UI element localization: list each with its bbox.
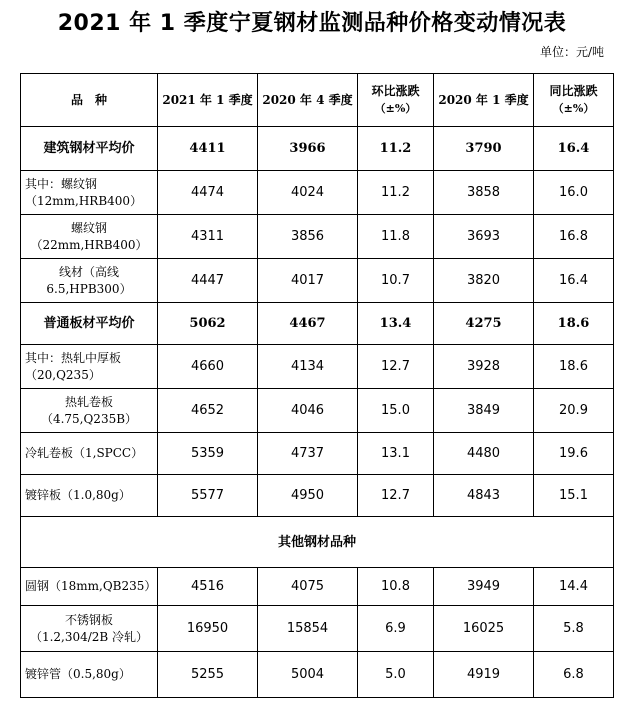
qoq-cell: 15.0 xyxy=(358,389,434,433)
q1-2021-cell: 4660 xyxy=(158,345,258,389)
header-yoy-line1: 同比涨跌 xyxy=(549,84,598,98)
section-label: 其他钢材品种 xyxy=(21,517,614,568)
q1-2020-cell: 4480 xyxy=(434,433,534,475)
q4-2020-cell: 4046 xyxy=(258,389,358,433)
variety-spec: （20,Q235） xyxy=(25,367,101,382)
q1-2020-cell: 3820 xyxy=(434,259,534,303)
header-row xyxy=(21,74,614,127)
header-yoy-line2: （±%） xyxy=(552,102,595,115)
variety-spec: 6.5,HPB300） xyxy=(46,281,132,296)
header-qoq-line1: 环比涨跌 xyxy=(371,84,420,98)
table-row xyxy=(21,568,614,606)
q4-2020-cell: 15854 xyxy=(258,606,358,652)
qoq-cell: 10.8 xyxy=(358,568,434,606)
header-yoy xyxy=(534,74,614,127)
variety-cell xyxy=(21,303,158,345)
header-qoq-line2: （±%） xyxy=(374,102,417,115)
q1-2020-cell: 3949 xyxy=(434,568,534,606)
variety-cell xyxy=(21,568,158,606)
q1-2020-cell: 4919 xyxy=(434,652,534,698)
q4-2020-cell: 5004 xyxy=(258,652,358,698)
yoy-cell: 5.8 xyxy=(534,606,614,652)
unit-label: 单位：元/吨 xyxy=(539,45,604,59)
q1-2020-cell: 4843 xyxy=(434,475,534,517)
variety-name: 其中：螺纹钢 xyxy=(25,176,98,191)
yoy-cell: 16.0 xyxy=(534,171,614,215)
variety-name: 镀锌管（0.5,80g） xyxy=(25,667,131,681)
variety-cell xyxy=(21,345,158,389)
header-q4-2020: 2020 年 4 季度 xyxy=(258,74,358,127)
variety-name: 线材（高线 xyxy=(58,264,119,279)
q1-2021-cell: 4411 xyxy=(158,127,258,171)
table-row xyxy=(21,171,614,215)
q1-2020-cell: 3928 xyxy=(434,345,534,389)
variety-name: 其中：热轧中厚板 xyxy=(25,350,122,365)
q1-2021-cell: 5255 xyxy=(158,652,258,698)
q1-2020-cell: 3790 xyxy=(434,127,534,171)
table-row xyxy=(21,303,614,345)
variety-name: 螺纹钢 xyxy=(70,220,107,235)
variety-name: 建筑钢材平均价 xyxy=(43,141,135,156)
table-row xyxy=(21,127,614,171)
table-row xyxy=(21,259,614,303)
qoq-cell: 12.7 xyxy=(358,345,434,389)
variety-name: 圆钢（18mm,QB235） xyxy=(25,579,157,593)
variety-spec: （22mm,HRB400） xyxy=(30,237,148,252)
yoy-cell: 16.4 xyxy=(534,127,614,171)
q1-2021-cell: 16950 xyxy=(158,606,258,652)
variety-cell xyxy=(21,475,158,517)
page-title: 2021 年 1 季度宁夏钢材监测品种价格变动情况表 xyxy=(57,11,567,36)
q4-2020-cell: 3966 xyxy=(258,127,358,171)
q1-2021-cell: 5577 xyxy=(158,475,258,517)
q1-2021-cell: 4311 xyxy=(158,215,258,259)
qoq-cell: 6.9 xyxy=(358,606,434,652)
q4-2020-cell: 4737 xyxy=(258,433,358,475)
variety-cell xyxy=(21,171,158,215)
yoy-cell: 18.6 xyxy=(534,303,614,345)
header-q1-2020: 2020 年 1 季度 xyxy=(434,74,534,127)
qoq-cell: 13.1 xyxy=(358,433,434,475)
qoq-cell: 11.8 xyxy=(358,215,434,259)
variety-spec: （1.2,304/2B 冷轧） xyxy=(29,629,149,644)
price-table xyxy=(20,73,614,698)
header-qoq xyxy=(358,74,434,127)
header-q1-2021: 2021 年 1 季度 xyxy=(158,74,258,127)
q1-2020-cell: 3858 xyxy=(434,171,534,215)
q1-2021-cell: 4516 xyxy=(158,568,258,606)
table-row xyxy=(21,389,614,433)
variety-cell xyxy=(21,259,158,303)
variety-cell xyxy=(21,606,158,652)
q4-2020-cell: 4950 xyxy=(258,475,358,517)
q4-2020-cell: 3856 xyxy=(258,215,358,259)
table-row xyxy=(21,433,614,475)
yoy-cell: 16.8 xyxy=(534,215,614,259)
q1-2021-cell: 4447 xyxy=(158,259,258,303)
header-variety: 品 种 xyxy=(21,74,158,127)
section-row xyxy=(21,517,614,568)
q1-2020-cell: 3849 xyxy=(434,389,534,433)
variety-name: 不锈钢板 xyxy=(64,612,113,627)
variety-cell xyxy=(21,652,158,698)
variety-cell xyxy=(21,215,158,259)
qoq-cell: 11.2 xyxy=(358,171,434,215)
q4-2020-cell: 4134 xyxy=(258,345,358,389)
yoy-cell: 16.4 xyxy=(534,259,614,303)
q4-2020-cell: 4075 xyxy=(258,568,358,606)
yoy-cell: 20.9 xyxy=(534,389,614,433)
variety-cell xyxy=(21,433,158,475)
variety-cell xyxy=(21,389,158,433)
table-row xyxy=(21,345,614,389)
yoy-cell: 19.6 xyxy=(534,433,614,475)
q1-2021-cell: 5062 xyxy=(158,303,258,345)
q4-2020-cell: 4024 xyxy=(258,171,358,215)
q1-2020-cell: 4275 xyxy=(434,303,534,345)
q4-2020-cell: 4467 xyxy=(258,303,358,345)
yoy-cell: 15.1 xyxy=(534,475,614,517)
variety-cell xyxy=(21,127,158,171)
yoy-cell: 18.6 xyxy=(534,345,614,389)
q1-2021-cell: 5359 xyxy=(158,433,258,475)
variety-name: 热轧卷板 xyxy=(64,394,113,409)
qoq-cell: 12.7 xyxy=(358,475,434,517)
q1-2020-cell: 3693 xyxy=(434,215,534,259)
variety-name: 冷轧卷板（1,SPCC） xyxy=(25,446,144,460)
q4-2020-cell: 4017 xyxy=(258,259,358,303)
qoq-cell: 11.2 xyxy=(358,127,434,171)
table-row xyxy=(21,475,614,517)
variety-spec: （4.75,Q235B） xyxy=(40,411,138,426)
qoq-cell: 10.7 xyxy=(358,259,434,303)
qoq-cell: 5.0 xyxy=(358,652,434,698)
q1-2021-cell: 4652 xyxy=(158,389,258,433)
table-body xyxy=(21,127,614,698)
variety-spec: （12mm,HRB400） xyxy=(25,193,143,208)
variety-name: 镀锌板（1.0,80g） xyxy=(25,488,131,502)
table-row xyxy=(21,215,614,259)
variety-name: 普通板材平均价 xyxy=(43,316,135,331)
yoy-cell: 14.4 xyxy=(534,568,614,606)
qoq-cell: 13.4 xyxy=(358,303,434,345)
yoy-cell: 6.8 xyxy=(534,652,614,698)
table-row xyxy=(21,606,614,652)
q1-2021-cell: 4474 xyxy=(158,171,258,215)
q1-2020-cell: 16025 xyxy=(434,606,534,652)
table-row xyxy=(21,652,614,698)
